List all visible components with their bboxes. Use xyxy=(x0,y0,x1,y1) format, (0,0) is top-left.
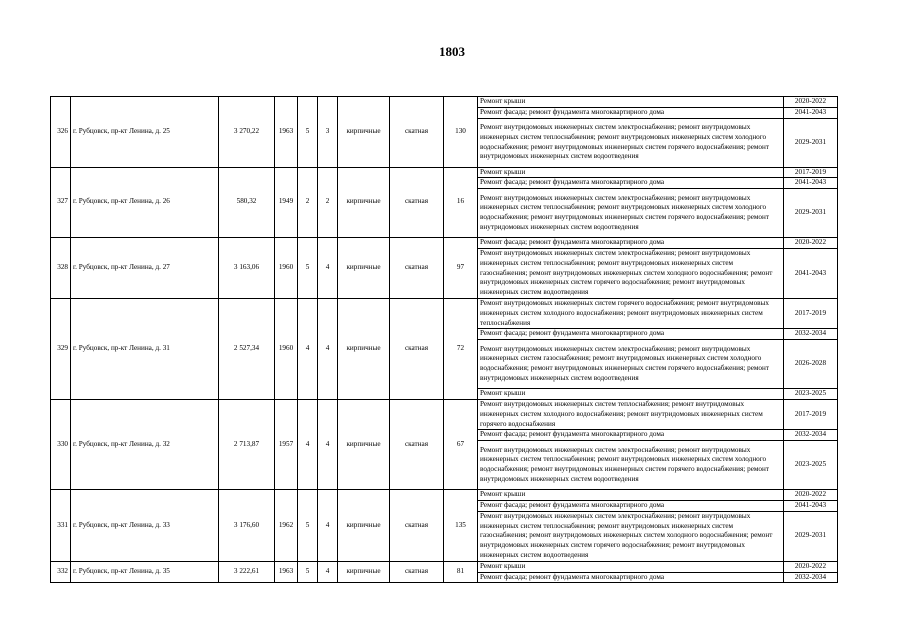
work-period: 2041-2043 xyxy=(784,248,838,298)
roof-type: скатная xyxy=(390,298,444,399)
wall-material: кирпичные xyxy=(338,238,390,299)
house-area: 3 163,06 xyxy=(219,238,275,299)
house-address: г. Рубцовск, пр-кт Ленина, д. 31 xyxy=(71,298,219,399)
roof-type: скатная xyxy=(390,97,444,168)
work-period: 2017-2019 xyxy=(784,298,838,328)
table-row xyxy=(51,490,838,501)
residents-count: 81 xyxy=(444,561,478,583)
house-year: 1962 xyxy=(275,490,298,562)
work-description: Ремонт внутридомовых инженерных систем электроснабжения; ремонт внутридомовых инженерных систем теплоснабжения; ремонт внутридомовых инженерных систем холодного водоснабжения; ремонт внутридомовых инженерных систем горячего водоснабжения; ремонт внутридомовых инженерных систем водоотведения xyxy=(478,441,784,490)
work-period: 2023-2025 xyxy=(784,389,838,400)
house-address: г. Рубцовск, пр-кт Ленина, д. 33 xyxy=(71,490,219,562)
residents-count: 97 xyxy=(444,238,478,299)
work-period: 2020-2022 xyxy=(784,561,838,572)
work-description: Ремонт крыши xyxy=(478,561,784,572)
house-year: 1963 xyxy=(275,97,298,168)
house-area: 2 527,34 xyxy=(219,298,275,399)
house-number: 331 xyxy=(51,490,71,562)
house-floors: 5 xyxy=(298,490,318,562)
wall-material: кирпичные xyxy=(338,561,390,583)
work-period: 2020-2022 xyxy=(784,97,838,108)
house-area: 2 713,87 xyxy=(219,399,275,489)
wall-material: кирпичные xyxy=(338,97,390,168)
work-period: 2032-2034 xyxy=(784,572,838,583)
roof-type: скатная xyxy=(390,399,444,489)
roof-type: скатная xyxy=(390,561,444,583)
house-entrances: 4 xyxy=(318,561,338,583)
house-floors: 5 xyxy=(298,561,318,583)
house-entrances: 2 xyxy=(318,167,338,238)
residents-count: 67 xyxy=(444,399,478,489)
house-floors: 5 xyxy=(298,238,318,299)
house-number: 332 xyxy=(51,561,71,583)
work-period: 2041-2043 xyxy=(784,107,838,118)
house-floors: 5 xyxy=(298,97,318,168)
house-year: 1960 xyxy=(275,238,298,299)
work-period: 2017-2019 xyxy=(784,399,838,429)
work-period: 2026-2028 xyxy=(784,340,838,389)
house-address: г. Рубцовск, пр-кт Ленина, д. 35 xyxy=(71,561,219,583)
house-entrances: 4 xyxy=(318,490,338,562)
work-description: Ремонт фасада; ремонт фундамента многоквартирного дома xyxy=(478,430,784,441)
work-description: Ремонт внутридомовых инженерных систем электроснабжения; ремонт внутридомовых инженерных систем газоснабжения; ремонт внутридомовых инженерных систем холодного водоснабжения; ремонт внутридомовых инженерных систем горячего водоснабжения; ремонт внутридомовых инженерных систем водоотведения xyxy=(478,340,784,389)
work-period: 2020-2022 xyxy=(784,490,838,501)
work-description: Ремонт внутридомовых инженерных систем электроснабжения; ремонт внутридомовых инженерных систем теплоснабжения; ремонт внутридомовых инженерных систем холодного водоснабжения; ремонт внутридомовых инженерных систем горячего водоснабжения; ремонт внутридомовых инженерных систем водоотведения xyxy=(478,118,784,167)
work-period: 2023-2025 xyxy=(784,441,838,490)
house-number: 329 xyxy=(51,298,71,399)
table-row xyxy=(51,238,838,249)
work-period: 2029-2031 xyxy=(784,189,838,238)
house-year: 1949 xyxy=(275,167,298,238)
residents-count: 16 xyxy=(444,167,478,238)
work-description: Ремонт внутридомовых инженерных систем горячего водоснабжения; ремонт внутридомовых инженерных систем холодного водоснабжения; ремонт внутридомовых инженерных систем теплоснабжения xyxy=(478,298,784,328)
work-description: Ремонт внутридомовых инженерных систем электроснабжения; ремонт внутридомовых инженерных систем теплоснабжения; ремонт внутридомовых инженерных систем газоснабжения; ремонт внутридомовых инженерных систем холодного водоснабжения; ремонт внутридомовых инженерных систем горячего водоснабжения; ремонт внутридомовых инженерных систем водоотведения xyxy=(478,511,784,561)
table-row xyxy=(51,399,838,429)
house-address: г. Рубцовск, пр-кт Ленина, д. 27 xyxy=(71,238,219,299)
wall-material: кирпичные xyxy=(338,298,390,399)
work-period: 2020-2022 xyxy=(784,238,838,249)
house-number: 328 xyxy=(51,238,71,299)
house-address: г. Рубцовск, пр-кт Ленина, д. 32 xyxy=(71,399,219,489)
work-period: 2032-2034 xyxy=(784,430,838,441)
residents-count: 135 xyxy=(444,490,478,562)
house-year: 1963 xyxy=(275,561,298,583)
work-description: Ремонт фасада; ремонт фундамента многоквартирного дома xyxy=(478,178,784,189)
work-description: Ремонт крыши xyxy=(478,167,784,178)
roof-type: скатная xyxy=(390,238,444,299)
table-row xyxy=(51,298,838,328)
work-description: Ремонт внутридомовых инженерных систем электроснабжения; ремонт внутридомовых инженерных систем теплоснабжения; ремонт внутридомовых инженерных систем газоснабжения; ремонт внутридомовых инженерных систем холодного водоснабжения; ремонт внутридомовых инженерных систем горячего водоснабжения; ремонт внутридомовых инженерных систем водоотведения xyxy=(478,248,784,298)
work-description: Ремонт фасада; ремонт фундамента многоквартирного дома xyxy=(478,238,784,249)
residents-count: 72 xyxy=(444,298,478,399)
house-year: 1960 xyxy=(275,298,298,399)
house-floors: 4 xyxy=(298,298,318,399)
house-address: г. Рубцовск, пр-кт Ленина, д. 26 xyxy=(71,167,219,238)
work-period: 2017-2019 xyxy=(784,167,838,178)
roof-type: скатная xyxy=(390,167,444,238)
house-year: 1957 xyxy=(275,399,298,489)
work-description: Ремонт внутридомовых инженерных систем теплоснабжения; ремонт внутридомовых инженерных систем холодного водоснабжения; ремонт внутридомовых инженерных систем горячего водоснабжения xyxy=(478,399,784,429)
table-row xyxy=(51,97,838,108)
house-entrances: 3 xyxy=(318,97,338,168)
wall-material: кирпичные xyxy=(338,167,390,238)
work-description: Ремонт фасада; ремонт фундамента многоквартирного дома xyxy=(478,572,784,583)
house-address: г. Рубцовск, пр-кт Ленина, д. 25 xyxy=(71,97,219,168)
house-floors: 2 xyxy=(298,167,318,238)
work-description: Ремонт крыши xyxy=(478,97,784,108)
house-number: 327 xyxy=(51,167,71,238)
house-area: 580,32 xyxy=(219,167,275,238)
work-description: Ремонт фасада; ремонт фундамента многоквартирного дома xyxy=(478,329,784,340)
work-description: Ремонт фасада; ремонт фундамента многоквартирного дома xyxy=(478,500,784,511)
work-period: 2041-2043 xyxy=(784,178,838,189)
house-entrances: 4 xyxy=(318,298,338,399)
house-number: 326 xyxy=(51,97,71,168)
house-entrances: 4 xyxy=(318,238,338,299)
wall-material: кирпичные xyxy=(338,399,390,489)
work-description: Ремонт фасада; ремонт фундамента многоквартирного дома xyxy=(478,107,784,118)
work-description: Ремонт внутридомовых инженерных систем электроснабжения; ремонт внутридомовых инженерных систем теплоснабжения; ремонт внутридомовых инженерных систем холодного водоснабжения; ремонт внутридомовых инженерных систем горячего водоснабжения; ремонт внутридомовых инженерных систем водоотведения xyxy=(478,189,784,238)
table-row xyxy=(51,167,838,178)
work-period: 2029-2031 xyxy=(784,511,838,561)
residents-count: 130 xyxy=(444,97,478,168)
house-area: 3 222,61 xyxy=(219,561,275,583)
work-period: 2029-2031 xyxy=(784,118,838,167)
house-area: 3 176,60 xyxy=(219,490,275,562)
roof-type: скатная xyxy=(390,490,444,562)
house-entrances: 4 xyxy=(318,399,338,489)
table-row xyxy=(51,561,838,572)
work-description: Ремонт крыши xyxy=(478,490,784,501)
work-period: 2032-2034 xyxy=(784,329,838,340)
work-description: Ремонт крыши xyxy=(478,389,784,400)
repair-schedule-table xyxy=(50,96,838,583)
house-number: 330 xyxy=(51,399,71,489)
wall-material: кирпичные xyxy=(338,490,390,562)
house-floors: 4 xyxy=(298,399,318,489)
page-number: 1803 xyxy=(439,44,465,59)
house-area: 3 270,22 xyxy=(219,97,275,168)
work-period: 2041-2043 xyxy=(784,500,838,511)
